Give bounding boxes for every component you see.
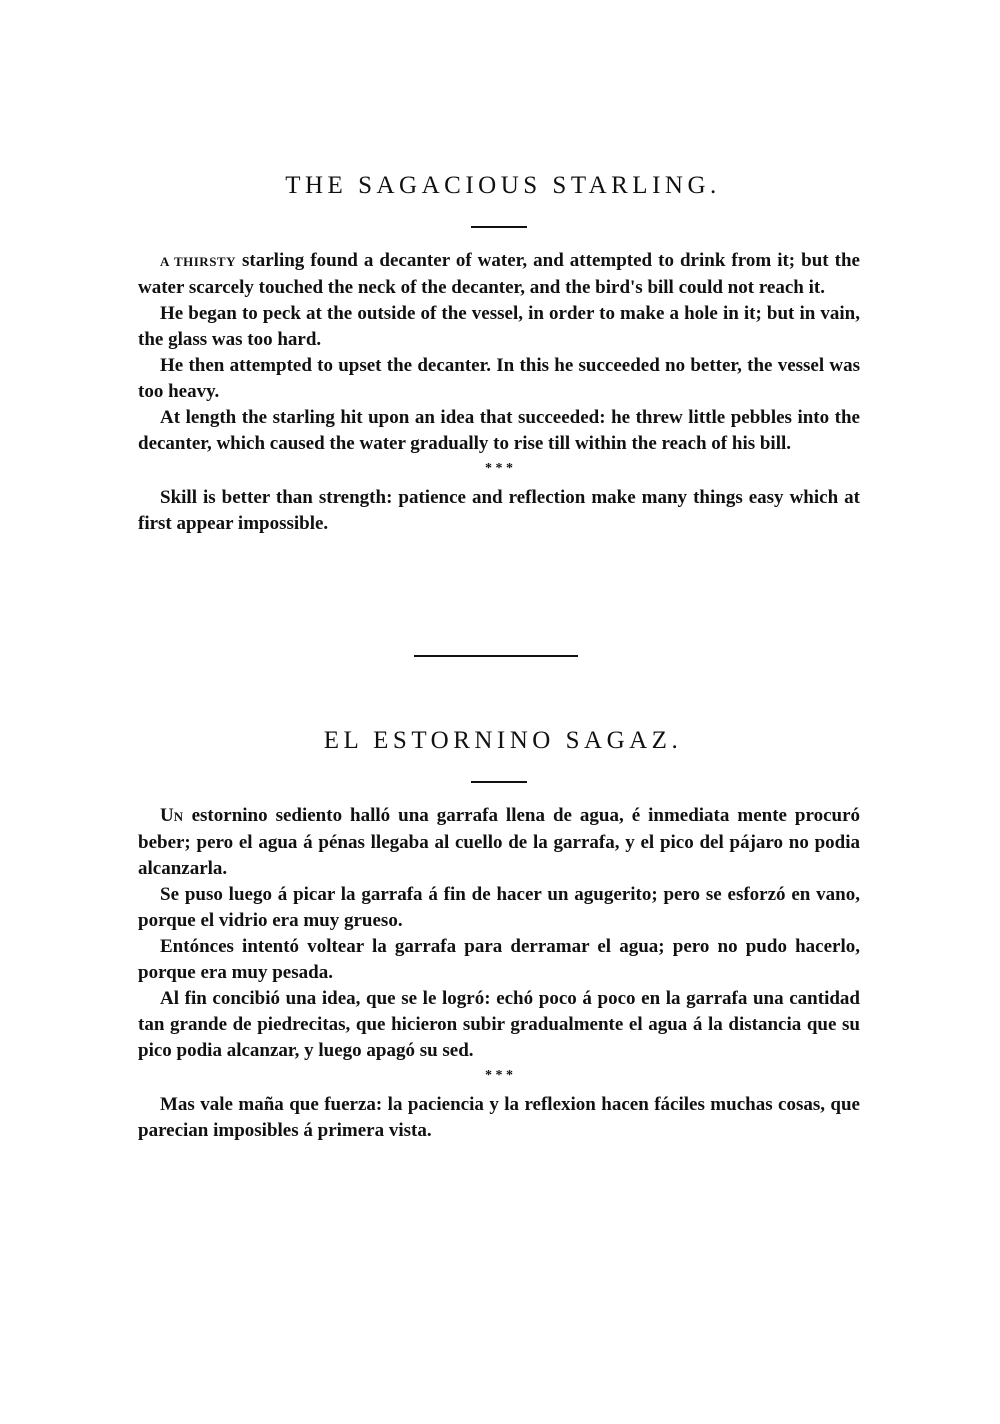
spanish-title: EL ESTORNINO SAGAZ. xyxy=(323,727,683,754)
english-title: THE SAGACIOUS STARLING. xyxy=(285,172,721,199)
opening-small-caps: N xyxy=(173,809,184,824)
english-body xyxy=(138,248,860,537)
spanish-paragraph-2: Se puso luego á picar la garrafa á fin de hacer un agugerito; pero se esforzó en vano, porque el vidrio era muy grueso. xyxy=(138,884,860,931)
section-divider-rule xyxy=(414,655,578,657)
spanish-body xyxy=(138,803,860,1144)
asterism: * * * xyxy=(485,1068,513,1083)
english-section xyxy=(138,170,860,537)
spanish-moral: Mas vale maña que fuerza: la paciencia y la reflexion hacen fáciles muchas cosas, que parecian imposibles á primera vista. xyxy=(138,1094,860,1141)
title-underline-rule xyxy=(471,781,527,783)
english-moral: Skill is better than strength: patience and reflection make many things easy which at first appear impossible. xyxy=(138,487,860,534)
paragraph-text: estornino sediento halló una garrafa llena de agua, é inmediata mente procuró beber; pero el agua á pénas llegaba al cuello de la garrafa, y el pico del pájaro no podia alcanzarla. xyxy=(138,805,861,879)
english-paragraph-4: At length the starling hit upon an idea that succeeded: he threw little pebbles into the decanter, which caused the water gradually to rise till within the reach of his bill. xyxy=(138,407,860,454)
english-paragraph-3: He then attempted to upset the decanter. In this he succeeded no better, the vessel was too heavy. xyxy=(138,355,860,402)
english-paragraph-2: He began to peck at the outside of the vessel, in order to make a hole in it; but in vain, the glass was too hard. xyxy=(138,303,860,350)
spanish-paragraph-3: Entónces intentó voltear la garrafa para derramar el agua; pero no pudo hacerlo, porque era muy pesada. xyxy=(138,936,860,983)
asterism: * * * xyxy=(485,461,513,476)
spanish-paragraph-1 xyxy=(138,803,860,882)
paragraph-text: starling found a decanter of water, and attempted to drink from it; but the water scarcely touched the neck of the decanter, and the bird's bill could not reach it. xyxy=(138,250,860,298)
spanish-section xyxy=(138,725,860,1144)
opening-capital: U xyxy=(160,805,174,826)
spanish-paragraph-4: Al fin concibió una idea, que se le logró: echó poco á poco en la garrafa una cantidad tan grande de piedrecitas, que hicieron subir gradualmente el agua á la distancia que su pico podia alcanzar, y luego apagó su sed. xyxy=(138,988,860,1061)
title-underline-rule xyxy=(471,226,527,228)
opening-small-caps: A THIRSTY xyxy=(160,254,236,269)
english-paragraph-1 xyxy=(138,248,860,301)
